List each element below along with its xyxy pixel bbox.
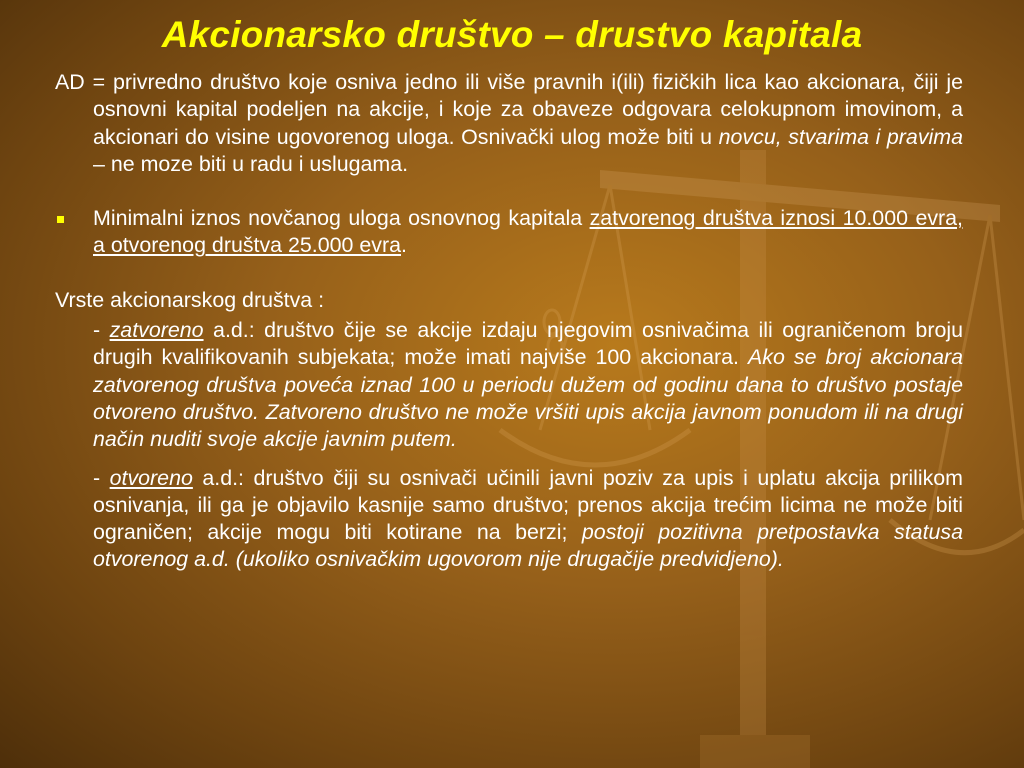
ad-prefix: AD bbox=[55, 70, 85, 94]
closed-term: zatvoreno bbox=[109, 318, 204, 343]
closed-text: a.d.: društvo čije se akcije izdaju njegovim osnivačima ili ograničenom broju drugih kvalifikovanih subjekata; može imati najviše 100 akcionara. bbox=[93, 318, 963, 370]
open-company-paragraph bbox=[55, 465, 963, 574]
capital-bullet bbox=[55, 205, 963, 260]
definition-end: – ne moze biti u radu i uslugama. bbox=[93, 151, 409, 176]
definition-italic: novcu, stvarima i pravima bbox=[718, 124, 963, 149]
square-bullet-icon bbox=[57, 216, 64, 223]
types-heading: Vrste akcionarskog društva : bbox=[55, 287, 325, 312]
capital-underlined: zatvorenog društva iznosi 10.000 evra, a otvorenog društva 25.000 evra bbox=[93, 206, 963, 258]
slide-title: Akcionarsko društvo – drustvo kapitala bbox=[161, 14, 863, 55]
open-dash: - bbox=[93, 465, 110, 490]
closed-italic: Ako se broj akcionara zatvorenog društva poveća iznad 100 u periodu dužem od godinu dana to društvo postaje otvoreno društvo. Zatvoreno društvo ne može vršiti upis akcija javnom ponudom ili na drugi način nuditi svoje akcije javnim putem. bbox=[93, 345, 964, 452]
definition-paragraph bbox=[55, 69, 963, 178]
closed-company-paragraph bbox=[55, 317, 963, 453]
open-text: a.d.: društvo čiji su osnivači učinili javni poziv za upis i uplatu akcija prilikom osnivanja, ili ga je objavilo kasnije samo društvo; prenos akcija trećim licima ne može biti ograničen; akcije mogu biti kotirane na berzi; bbox=[93, 465, 963, 545]
open-italic: postoji pozitivna pretpostavka statusa otvorenog a.d. (ukoliko osnivačkim ugovorom nije drugačije predvidjeno). bbox=[93, 520, 964, 572]
capital-end: . bbox=[401, 233, 407, 258]
open-term: otvoreno bbox=[109, 465, 193, 490]
slide-content bbox=[55, 69, 963, 574]
capital-text: Minimalni iznos novčanog uloga osnovnog kapitala bbox=[93, 206, 590, 231]
definition-text: = privredno društvo koje osniva jedno ili više pravnih i(ili) fizičkih lica kao akcionara, čiji je osnovni kapital podeljen na akcije, i koje za obaveze odgovara celokupnom imovinom, a akcionari do visine ugovorenog uloga. Osnivački ulog može biti u bbox=[84, 70, 963, 149]
closed-dash: - bbox=[93, 318, 110, 343]
